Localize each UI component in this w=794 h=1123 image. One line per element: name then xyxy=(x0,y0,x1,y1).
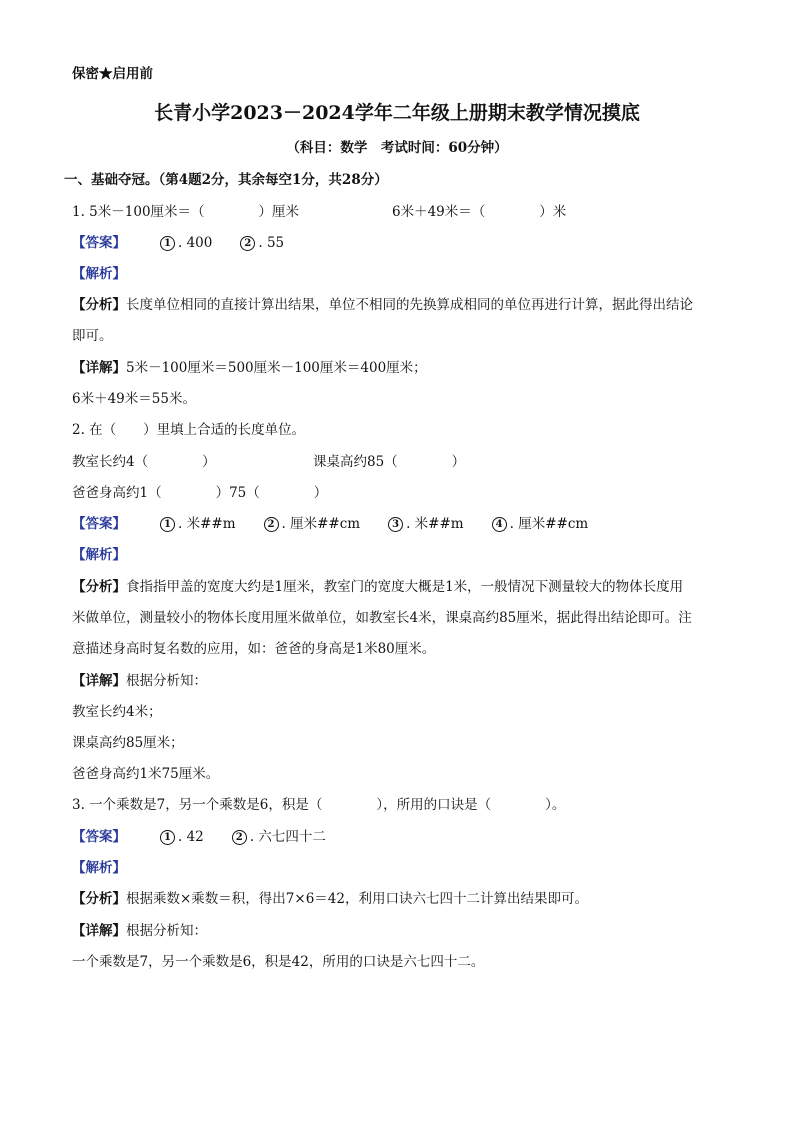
confidential-label: 保密★启用前 xyxy=(72,66,153,82)
xiangjie-line xyxy=(72,671,207,691)
fenxi-tag: 【分析】 xyxy=(72,297,126,313)
xiangjie-line xyxy=(72,358,427,378)
question-2-line-b: 爸爸身高约1（ ）75（ ） xyxy=(72,485,328,501)
answer-tag: 【答案】 xyxy=(72,235,126,251)
fenxi-line: 米做单位，测量较小的物体长度用厘米做单位，如教室长4米，课桌高约85厘米，据此得出结论即可。注 xyxy=(72,610,692,626)
xiangjie-text: 根据分析知： xyxy=(126,673,207,689)
answer-tag: 【答案】 xyxy=(72,516,126,532)
question-2-line-a-right: 课桌高约85（ ） xyxy=(313,454,466,470)
answer-text: . 米##m xyxy=(178,516,236,532)
answer-item xyxy=(232,827,326,847)
circled-number: 1 xyxy=(160,517,175,532)
circled-number: 1 xyxy=(160,236,175,251)
xiangjie-line xyxy=(72,921,207,941)
answer-text: . 厘米##cm xyxy=(281,516,361,532)
circled-number: 2 xyxy=(232,830,247,845)
question-3-stem: 3. 一个乘数是7，另一个乘数是6，积是（ ），所用的口诀是（ ）。 xyxy=(72,797,566,813)
analysis-tag: 【解析】 xyxy=(72,547,126,563)
exam-subtitle: （科目：数学 考试时间：60分钟） xyxy=(286,140,508,156)
circled-number: 2 xyxy=(264,517,279,532)
answer-text: . 米##m xyxy=(406,516,464,532)
xiangjie-line: 爸爸身高约1米75厘米。 xyxy=(72,766,220,782)
fenxi-tag: 【分析】 xyxy=(72,891,126,907)
answer-text: . 55 xyxy=(258,235,285,251)
section-heading: 一、基础夺冠。（第4题2分，其余每空1分，共28分） xyxy=(64,172,388,188)
question-1-right: 6米＋49米＝（ ）米 xyxy=(392,204,567,220)
circled-number: 4 xyxy=(492,517,507,532)
answer-row-3 xyxy=(72,827,326,847)
xiangjie-line: 教室长约4米； xyxy=(72,704,162,720)
analysis-tag: 【解析】 xyxy=(72,860,126,876)
circled-number: 1 xyxy=(160,830,175,845)
fenxi-line: 意描述身高时复名数的应用，如：爸爸的身高是1米80厘米。 xyxy=(72,641,436,657)
xiangjie-line: 一个乘数是7，另一个乘数是6，积是42，所用的口诀是六七四十二。 xyxy=(72,954,485,970)
xiangjie-tag: 【详解】 xyxy=(72,923,126,939)
answer-item xyxy=(160,827,204,847)
fenxi-tag: 【分析】 xyxy=(72,579,126,595)
answer-item xyxy=(492,514,589,534)
fenxi-line: 即可。 xyxy=(72,328,113,344)
answer-text: . 六七四十二 xyxy=(249,829,326,845)
fenxi-text: 根据乘数×乘数＝积，得出7×6＝42，利用口诀六七四十二计算出结果即可。 xyxy=(126,891,588,907)
question-2-stem: 2. 在（ ）里填上合适的长度单位。 xyxy=(72,422,306,438)
xiangjie-text: 5米－100厘米＝500厘米－100厘米＝400厘米； xyxy=(126,360,427,376)
answer-row-2 xyxy=(72,514,588,534)
circled-number: 3 xyxy=(388,517,403,532)
answer-row-1 xyxy=(72,233,284,253)
fenxi-text: 食指指甲盖的宽度大约是1厘米，教室门的宽度大概是1米，一般情况下测量较大的物体长度用 xyxy=(126,579,684,595)
fenxi-line xyxy=(72,889,588,909)
xiangjie-text: 根据分析知： xyxy=(126,923,207,939)
fenxi-line xyxy=(72,577,683,597)
question-2-line-a-left: 教室长约4（ ） xyxy=(72,454,216,470)
analysis-tag: 【解析】 xyxy=(72,266,126,282)
answer-item xyxy=(160,233,212,253)
answer-item xyxy=(264,514,361,534)
page-title: 长青小学2023－2024学年二年级上册期末教学情况摸底 xyxy=(154,102,640,124)
answer-item xyxy=(388,514,464,534)
question-1-left: 1. 5米－100厘米＝（ ）厘米 xyxy=(72,204,300,220)
xiangjie-line: 课桌高约85厘米； xyxy=(72,735,184,751)
circled-number: 2 xyxy=(240,236,255,251)
xiangjie-line: 6米＋49米＝55米。 xyxy=(72,391,196,407)
answer-text: . 厘米##cm xyxy=(509,516,589,532)
answer-text: . 42 xyxy=(178,829,204,845)
fenxi-line xyxy=(72,295,693,315)
xiangjie-tag: 【详解】 xyxy=(72,673,126,689)
answer-item xyxy=(240,233,284,253)
xiangjie-tag: 【详解】 xyxy=(72,360,126,376)
fenxi-text: 长度单位相同的直接计算出结果，单位不相同的先换算成相同的单位再进行计算，据此得出结论 xyxy=(126,297,693,313)
answer-tag: 【答案】 xyxy=(72,829,126,845)
answer-text: . 400 xyxy=(178,235,213,251)
answer-item xyxy=(160,514,236,534)
